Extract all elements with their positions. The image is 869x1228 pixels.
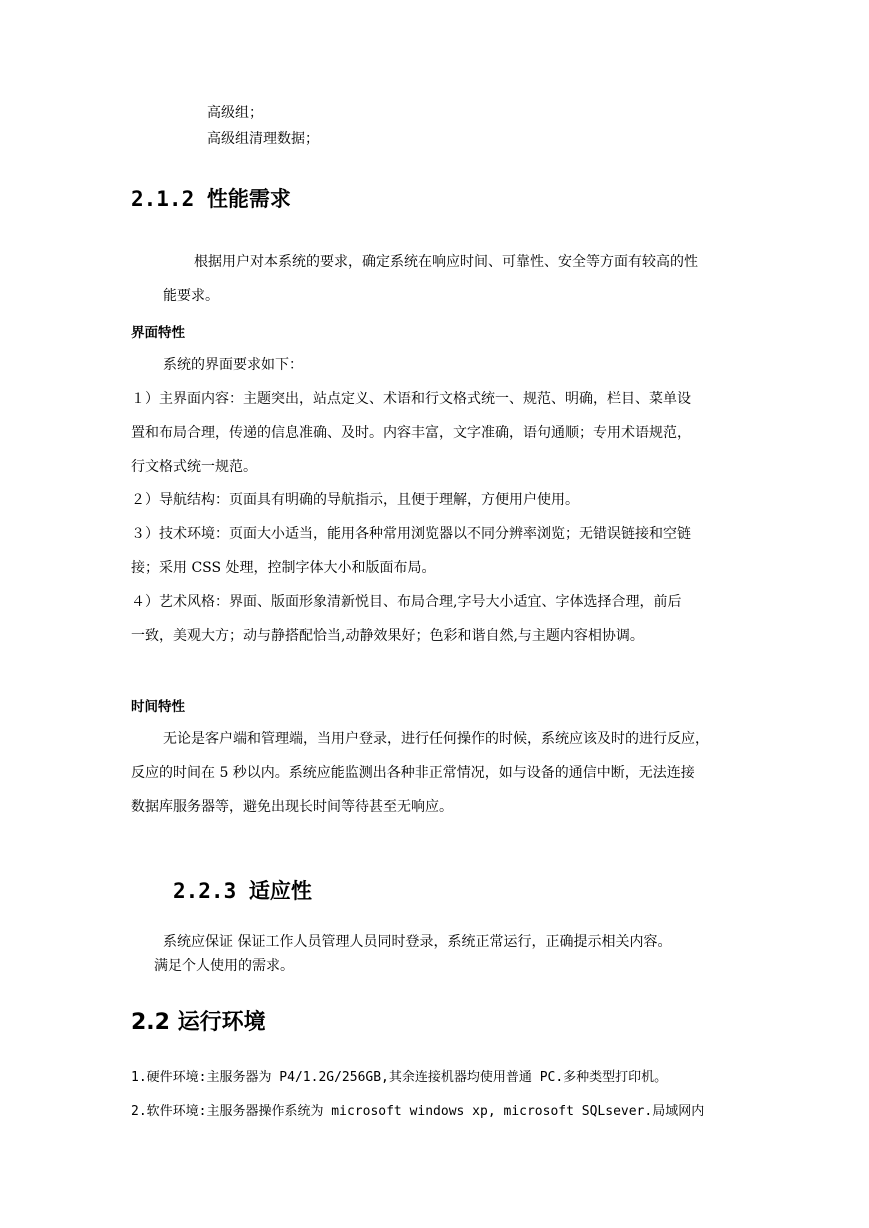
paragraph-line: ２）导航结构：页面具有明确的导航指示，且便于理解，方便用户使用。 xyxy=(131,492,579,508)
paragraph-line: 系统应保证 保证工作人员管理人员同时登录，系统正常运行，正确提示相关内容。 xyxy=(163,934,672,950)
paragraph-line: 根据用户对本系统的要求，确定系统在响应时间、可靠性、安全等方面有较高的性 xyxy=(194,254,698,270)
paragraph-line: 反应的时间在 5 秒以内。系统应能监测出各种非正常情况，如与设备的通信中断，无法连接 xyxy=(131,765,695,781)
paragraph-line: 一致，美观大方；动与静搭配恰当,动静效果好；色彩和谐自然,与主题内容相协调。 xyxy=(131,628,644,644)
paragraph-line: 2.软件环境:主服务器操作系统为 microsoft windows xp, microsoft SQLsever.局域网内 xyxy=(131,1104,705,1119)
paragraph-line: 1.硬件环境:主服务器为 P4/1.2G/256GB,其余连接机器均使用普通 PC.多种类型打印机。 xyxy=(131,1070,668,1085)
section-heading-2-2-3: 2.2.3 适应性 xyxy=(173,879,312,903)
paragraph-line: ４）艺术风格：界面、版面形象清新悦目、布局合理,字号大小适宜、字体选择合理，前后 xyxy=(131,594,682,610)
paragraph-line: １）主界面内容：主题突出，站点定义、术语和行文格式统一、规范、明确，栏目、菜单设 xyxy=(131,391,691,407)
subsection-label-ui: 界面特性 xyxy=(131,325,185,341)
section-heading-2-1-2: 2.1.2 性能需求 xyxy=(131,187,291,211)
paragraph-line: 接；采用 CSS 处理，控制字体大小和版面布局。 xyxy=(131,560,436,576)
list-item: 高级组； xyxy=(207,105,263,121)
paragraph-line: 数据库服务器等，避免出现长时间等待甚至无响应。 xyxy=(131,799,453,815)
paragraph-line: 行文格式统一规范。 xyxy=(131,459,257,475)
subsection-label-time: 时间特性 xyxy=(131,699,185,715)
paragraph-line: 能要求。 xyxy=(163,288,219,304)
paragraph-line: 置和布局合理，传递的信息准确、及时。内容丰富，文字准确，语句通顺；专用术语规范， xyxy=(131,425,691,441)
list-item: 高级组清理数据； xyxy=(207,131,319,147)
section-heading-2-2: 2.2 运行环境 xyxy=(131,1010,266,1035)
paragraph-line: 无论是客户端和管理端，当用户登录，进行任何操作的时候，系统应该及时的进行反应， xyxy=(163,731,709,747)
paragraph-line: ３）技术环境：页面大小适当，能用各种常用浏览器以不同分辨率浏览；无错误链接和空链 xyxy=(131,526,691,542)
paragraph-line: 满足个人使用的需求。 xyxy=(154,958,294,974)
paragraph-line: 系统的界面要求如下： xyxy=(163,357,303,373)
